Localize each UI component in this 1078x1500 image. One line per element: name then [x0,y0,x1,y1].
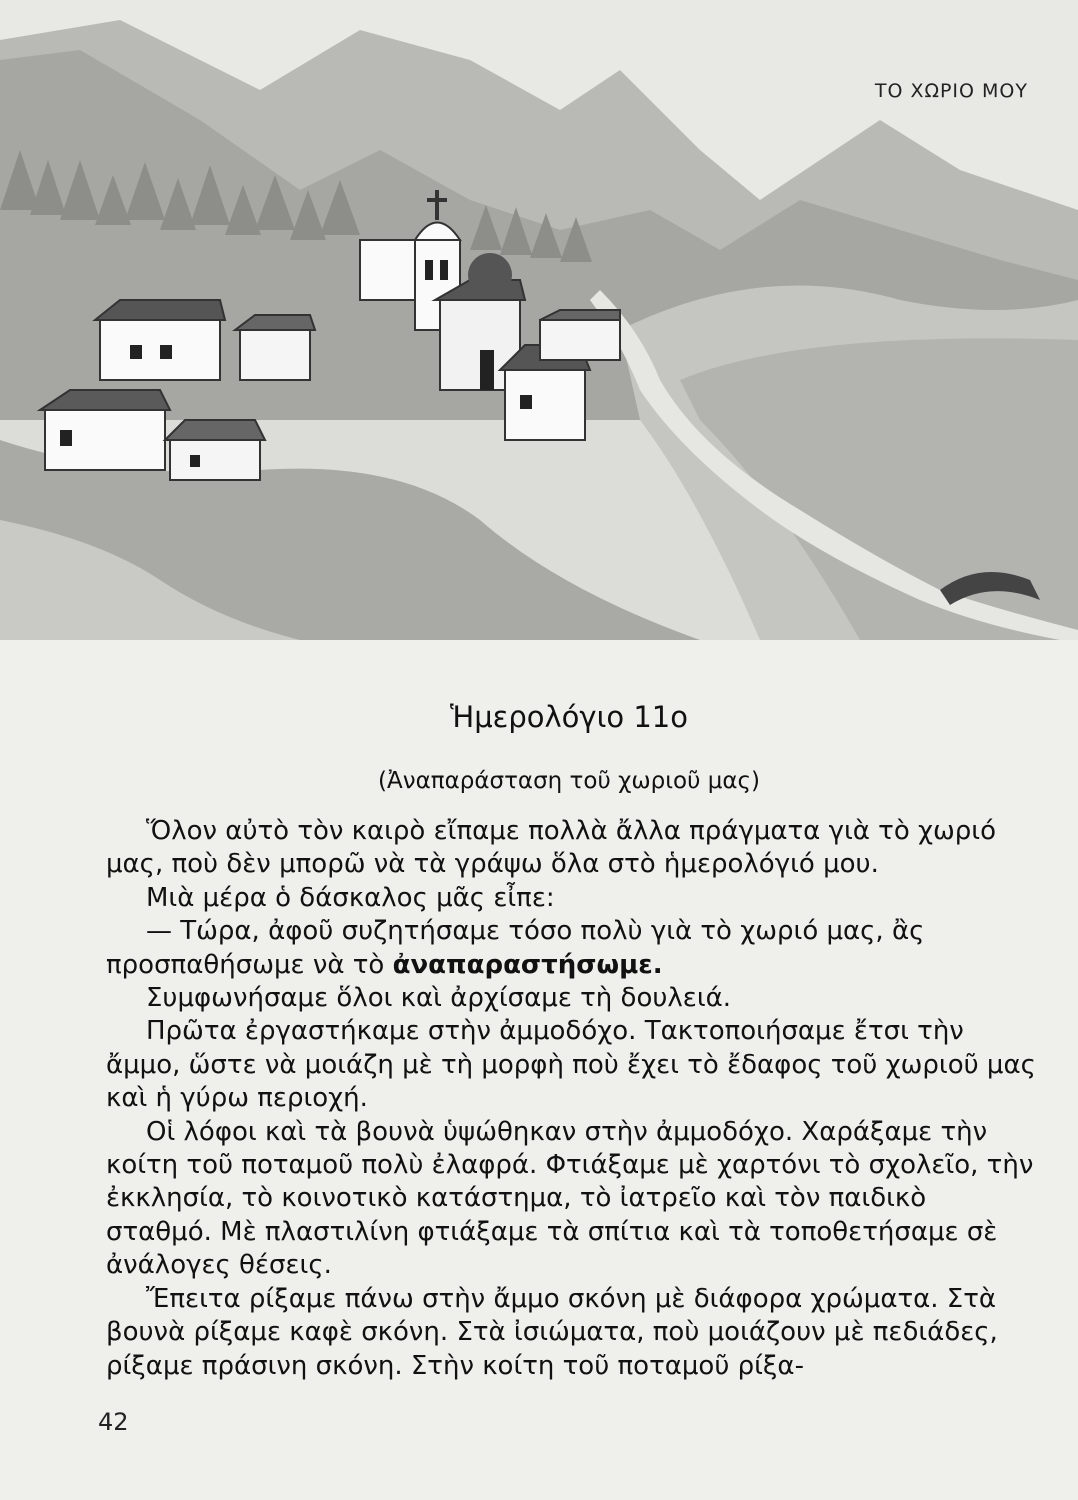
paragraph: Οἱ λόφοι καὶ τὰ βουνὰ ὑψώθηκαν στὴν ἀμμοδόχο. Χαράξαμε τὴν κοίτη τοῦ ποταμοῦ πολὺ ἐλαφρά. Φτιάξαμε μὲ χαρτόνι τὸ σχολεῖο, τὴν ἐκκλησία, τὸ κοινοτικὸ κατάστημα, τὸ ἰατρεῖο καὶ τὸν παιδικὸ σταθμό. Μὲ πλαστιλίνη φτιάξαμε τὰ σπίτια καὶ τὰ τοποθετήσαμε σὲ ἀνάλογες θέσεις. [106,1116,1034,1281]
paragraph: Πρῶτα ἐργαστήκαμε στὴν ἀμμοδόχο. Τακτοποιήσαμε ἔτσι τὴν ἄμμο, ὥστε νὰ μοιάζη μὲ τὴ μορφὴ ποὺ ἔχει τὸ ἔδαφος τοῦ χωριοῦ μας καὶ ἡ γύρω περιοχή. [106,1016,1036,1114]
page-number: 42 [98,1408,129,1436]
running-header: ΤΟ ΧΩΡΙΟ ΜΟΥ [874,80,1028,102]
paragraph: Μιὰ μέρα ὁ δάσκαλος μᾶς εἶπε: [146,882,555,913]
paragraph: Ἔπειτα ρίξαμε πάνω στὴν ἄμμο σκόνη μὲ διάφορα χρώματα. Στὰ βουνὰ ρίξαμε καφὲ σκόνη. Στὰ ἰσιώματα, ποὺ μοιάζουν μὲ πεδιάδες, ρίξαμε πράσινη σκόνη. Στὴν κοίτη τοῦ ποταμοῦ ρίξα- [106,1283,998,1381]
teacher-quote [106,915,1036,982]
paragraph: Συμφωνήσαμε ὅλοι καὶ ἀρχίσαμε τὴ δουλειά. [146,983,732,1014]
body-text [106,815,1036,1383]
teacher-quote-text: — Τώρα, ἀφοῦ συζητήσαμε τόσο πολὺ γιὰ τὸ χωριό μας, ἂς προσπαθήσωμε νὰ τὸ [106,916,925,980]
paragraph: Ὅλον αὐτὸ τὸν καιρὸ εἴπαμε πολλὰ ἄλλα πράγματα γιὰ τὸ χωριό μας, ποὺ δὲν μπορῶ νὰ τὰ γράψω ὅλα στὸ ἡμερολόγιό μου. [106,816,996,880]
teacher-quote-emphasis: ἀναπαραστήσωμε. [392,949,663,980]
diary-heading: Ἡμερολόγιο 11ο [450,700,688,734]
diary-subheading: (Ἀναπαράσταση τοῦ χωριοῦ μας) [378,768,760,794]
